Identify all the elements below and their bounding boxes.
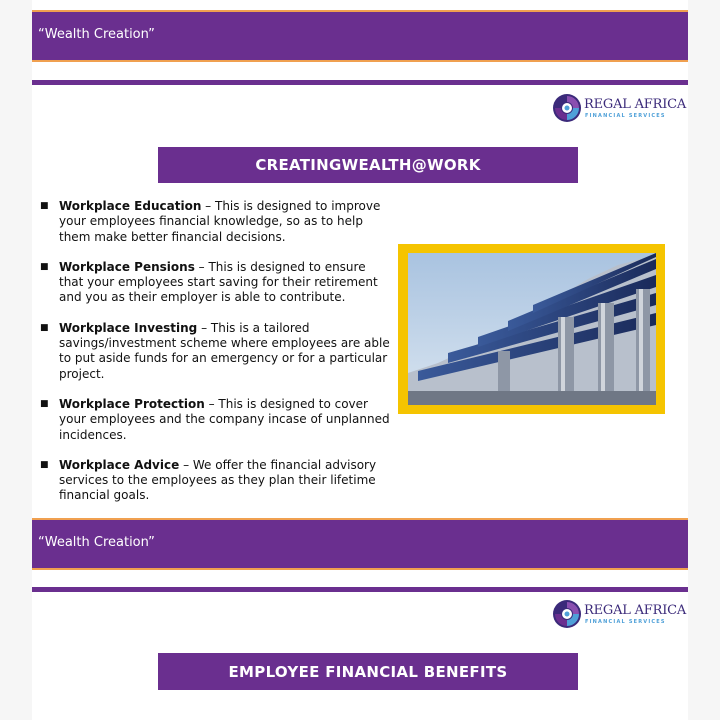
swirl-logo-icon xyxy=(552,93,582,123)
bullet-title: Workplace Advice xyxy=(59,457,180,472)
list-item xyxy=(38,199,390,245)
bullet-text: – This is designed to ensure that your employees start saving for their retirement and you as their employer is able to contribute. xyxy=(59,259,378,305)
logo-tagline: FINANCIAL SERVICES xyxy=(585,113,666,119)
square-bullet-icon: ■ xyxy=(40,322,49,333)
photo-frame xyxy=(398,244,665,414)
header-text: “Wealth Creation” xyxy=(38,27,155,42)
square-bullet-icon: ■ xyxy=(40,459,49,470)
slide-1 xyxy=(32,0,688,518)
swirl-logo-icon xyxy=(552,599,582,629)
office-building-image xyxy=(408,253,656,405)
list-item xyxy=(38,458,390,504)
company-logo xyxy=(552,598,687,632)
list-item xyxy=(38,260,390,306)
slide-title: CREATINGWEALTH@WORK xyxy=(158,147,578,183)
header-band xyxy=(32,518,688,570)
bullet-title: Workplace Investing xyxy=(59,320,198,335)
company-logo xyxy=(552,92,687,126)
bullet-title: Workplace Protection xyxy=(59,396,205,411)
list-item xyxy=(38,397,390,443)
bullet-title: Workplace Education xyxy=(59,199,202,213)
bullet-text: – We offer the financial advisory services to the employees as they plan their lifetime financial goals. xyxy=(59,457,377,503)
bullet-text: – This is designed to cover your employees and the company incase of unplanned incidences. xyxy=(59,396,390,442)
bullet-title: Workplace Pensions xyxy=(59,259,195,274)
list-item xyxy=(38,321,390,382)
header-text: “Wealth Creation” xyxy=(38,535,155,550)
bullet-text: – This is a tailored savings/investment scheme where employees are able to put aside funds for an emergency or for a particular project. xyxy=(59,320,390,381)
slide-title: EMPLOYEE FINANCIAL BENEFITS xyxy=(158,653,578,690)
logo-name: REGAL AFRICA xyxy=(584,97,687,112)
logo-name: REGAL AFRICA xyxy=(584,603,687,618)
square-bullet-icon: ■ xyxy=(40,261,49,272)
header-rule xyxy=(32,80,688,85)
square-bullet-icon: ■ xyxy=(40,201,49,211)
header-rule xyxy=(32,587,688,592)
slide-2 xyxy=(32,518,688,720)
bullet-text: – This is designed to improve your employees financial knowledge, so as to help them make better financial decisions. xyxy=(59,199,381,244)
logo-tagline: FINANCIAL SERVICES xyxy=(585,619,666,625)
bullet-list xyxy=(38,199,390,518)
header-band xyxy=(32,10,688,62)
square-bullet-icon: ■ xyxy=(40,398,49,409)
